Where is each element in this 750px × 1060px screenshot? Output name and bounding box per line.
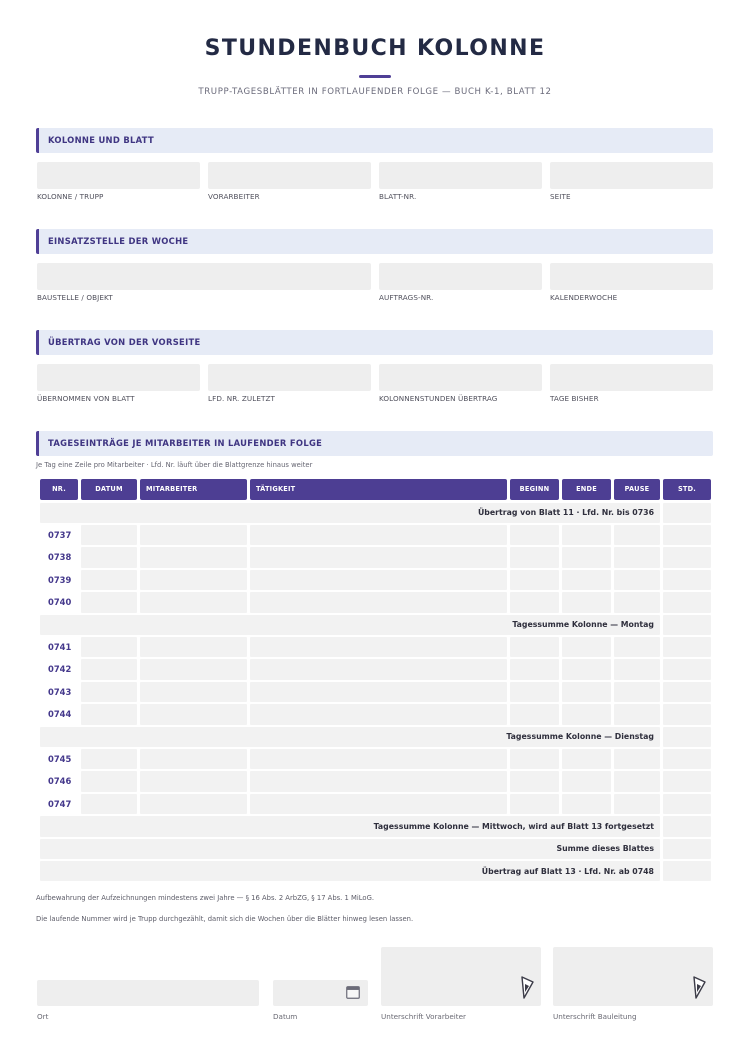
taetigkeit-cell[interactable] <box>250 659 507 680</box>
beginn-cell[interactable] <box>510 592 559 613</box>
taetigkeit-cell[interactable] <box>250 682 507 703</box>
beginn-cell[interactable] <box>510 704 559 725</box>
datum-cell[interactable] <box>81 592 137 613</box>
retention-note: Aufbewahrung der Aufzeichnungen mindestens zwei Jahre — § 16 Abs. 2 ArbZG, § 17 Abs. 1 MiLoG. <box>36 894 374 902</box>
beginn-cell[interactable] <box>510 659 559 680</box>
taetigkeit-cell[interactable] <box>250 794 507 815</box>
carry-in-row-std-cell[interactable] <box>663 503 711 524</box>
ende-cell[interactable] <box>562 547 611 568</box>
beginn-cell[interactable] <box>510 794 559 815</box>
beginn-cell[interactable] <box>510 570 559 591</box>
mitarbeiter-cell[interactable] <box>140 749 247 770</box>
section-title: KOLONNE UND BLATT <box>48 135 154 145</box>
mitarbeiter-cell[interactable] <box>140 771 247 792</box>
row-number: 0741 <box>48 641 72 652</box>
pen-nib-icon <box>520 976 535 1000</box>
uebernommen-label: ÜBERNOMMEN VON BLATT <box>37 394 135 403</box>
section-title: EINSATZSTELLE DER WOCHE <box>48 236 189 246</box>
row-number: 0742 <box>48 664 72 675</box>
lfd-nr-zuletzt-label: LFD. NR. ZULETZT <box>208 394 275 403</box>
column-header-std: STD. <box>663 479 711 500</box>
std-cell[interactable] <box>663 659 711 680</box>
datum-cell[interactable] <box>81 704 137 725</box>
carry-in-row-label: Übertrag von Blatt 11 · Lfd. Nr. bis 0736 <box>477 508 654 518</box>
datum-cell[interactable] <box>81 794 137 815</box>
day-summary-row-std-cell[interactable] <box>663 727 711 748</box>
row-number: 0738 <box>48 552 72 563</box>
day-summary-row-std-cell[interactable] <box>663 816 711 837</box>
carry-out-row <box>40 861 660 882</box>
std-cell[interactable] <box>663 547 711 568</box>
std-cell[interactable] <box>663 749 711 770</box>
taetigkeit-cell[interactable] <box>250 749 507 770</box>
kalenderwoche-field[interactable] <box>550 263 713 290</box>
carry-in-row <box>40 503 660 524</box>
carry-out-row-label: Übertrag auf Blatt 13 · Lfd. Nr. ab 0748 <box>481 866 654 876</box>
pause-cell[interactable] <box>614 637 660 658</box>
beginn-cell[interactable] <box>510 682 559 703</box>
section-header-uebertrag <box>36 330 713 355</box>
std-cell[interactable] <box>663 570 711 591</box>
taetigkeit-cell[interactable] <box>250 547 507 568</box>
vorarbeiter-field[interactable] <box>208 162 371 189</box>
page-title: STUNDENBUCH KOLONNE <box>204 36 546 61</box>
pause-cell[interactable] <box>614 525 660 546</box>
pause-cell[interactable] <box>614 547 660 568</box>
signature-vorarbeiter-label: Unterschrift Vorarbeiter <box>381 1012 466 1021</box>
std-cell[interactable] <box>663 704 711 725</box>
pen-nib-icon <box>692 976 707 1000</box>
lfd-nr-zuletzt-field[interactable] <box>208 364 371 391</box>
taetigkeit-cell[interactable] <box>250 771 507 792</box>
taetigkeit-cell[interactable] <box>250 570 507 591</box>
datum-cell[interactable] <box>81 525 137 546</box>
signature-bauleitung-label: Unterschrift Bauleitung <box>553 1012 637 1021</box>
mitarbeiter-cell[interactable] <box>140 659 247 680</box>
datum-cell[interactable] <box>81 570 137 591</box>
datum-cell[interactable] <box>81 637 137 658</box>
day-summary-row <box>40 816 660 837</box>
day-summary-row <box>40 615 660 636</box>
column-header-datum: DATUM <box>81 479 137 500</box>
ende-cell[interactable] <box>562 592 611 613</box>
pause-cell[interactable] <box>614 570 660 591</box>
column-header-nr: NR. <box>40 479 78 500</box>
section-title: ÜBERTRAG VON DER VORSEITE <box>48 337 201 347</box>
taetigkeit-cell[interactable] <box>250 592 507 613</box>
mitarbeiter-cell[interactable] <box>140 794 247 815</box>
std-cell[interactable] <box>663 771 711 792</box>
pause-cell[interactable] <box>614 592 660 613</box>
ort-label: Ort <box>37 1012 49 1021</box>
std-cell[interactable] <box>663 794 711 815</box>
datum-field[interactable] <box>273 980 368 1006</box>
auftrags-nr-field[interactable] <box>379 263 542 290</box>
ende-cell[interactable] <box>562 771 611 792</box>
ende-cell[interactable] <box>562 525 611 546</box>
ende-cell[interactable] <box>562 682 611 703</box>
column-header-pause: PAUSE <box>614 479 660 500</box>
taetigkeit-cell[interactable] <box>250 525 507 546</box>
row-number: 0739 <box>48 574 72 585</box>
pause-cell[interactable] <box>614 682 660 703</box>
mitarbeiter-cell[interactable] <box>140 704 247 725</box>
row-number: 0747 <box>48 798 72 809</box>
section-header-einsatz <box>36 229 713 254</box>
pause-cell[interactable] <box>614 659 660 680</box>
sheet-total-row-label: Summe dieses Blattes <box>556 844 654 854</box>
std-cell[interactable] <box>663 637 711 658</box>
day-summary-row <box>40 727 660 748</box>
pause-cell[interactable] <box>614 704 660 725</box>
pause-cell[interactable] <box>614 794 660 815</box>
day-summary-row-std-cell[interactable] <box>663 615 711 636</box>
mitarbeiter-cell[interactable] <box>140 547 247 568</box>
blatt-nr-label: BLATT-NR. <box>379 192 417 201</box>
datum-cell[interactable] <box>81 749 137 770</box>
column-header-mitarbeiter: MITARBEITER <box>140 479 247 500</box>
day-summary-row-label: Tagessumme Kolonne — Mittwoch, wird auf Blatt 13 fortgesetzt <box>373 821 654 831</box>
std-cell[interactable] <box>663 592 711 613</box>
mitarbeiter-cell[interactable] <box>140 570 247 591</box>
ende-cell[interactable] <box>562 659 611 680</box>
beginn-cell[interactable] <box>510 771 559 792</box>
ort-field[interactable] <box>37 980 259 1006</box>
ende-cell[interactable] <box>562 749 611 770</box>
section-header-eintraege <box>36 431 713 456</box>
std-cell[interactable] <box>663 525 711 546</box>
datum-label: Datum <box>273 1012 298 1021</box>
std-cell[interactable] <box>663 682 711 703</box>
datum-cell[interactable] <box>81 547 137 568</box>
section-title: TAGESEINTRÄGE JE MITARBEITER IN LAUFENDER FOLGE <box>48 438 323 448</box>
mitarbeiter-cell[interactable] <box>140 592 247 613</box>
column-header-ende: ENDE <box>562 479 611 500</box>
mitarbeiter-cell[interactable] <box>140 637 247 658</box>
baustelle-label: BAUSTELLE / OBJEKT <box>37 293 113 302</box>
tage-bisher-label: TAGE BISHER <box>550 394 599 403</box>
mitarbeiter-cell[interactable] <box>140 525 247 546</box>
row-number: 0745 <box>48 753 72 764</box>
kolonne-trupp-field[interactable] <box>37 162 200 189</box>
sheet-total-row <box>40 839 660 860</box>
kalenderwoche-label: KALENDERWOCHE <box>550 293 618 302</box>
pause-cell[interactable] <box>614 749 660 770</box>
row-number: 0743 <box>48 686 72 697</box>
table-hint: Je Tag eine Zeile pro Mitarbeiter · Lfd. Nr. läuft über die Blattgrenze hinaus weiter <box>36 461 313 469</box>
beginn-cell[interactable] <box>510 749 559 770</box>
pause-cell[interactable] <box>614 771 660 792</box>
column-header-taetigkeit: TÄTIGKEIT <box>250 479 507 500</box>
column-header-beginn: BEGINN <box>510 479 559 500</box>
kolonne-trupp-label: KOLONNE / TRUPP <box>37 192 104 201</box>
kolonnenstunden-label: KOLONNENSTUNDEN ÜBERTRAG <box>379 394 498 403</box>
page-subtitle: TRUPP-TAGESBLÄTTER IN FORTLAUFENDER FOLGE — BUCH K-1, BLATT 12 <box>198 87 552 97</box>
vorarbeiter-label: VORARBEITER <box>208 192 260 201</box>
row-number: 0746 <box>48 776 72 787</box>
taetigkeit-cell[interactable] <box>250 704 507 725</box>
day-summary-row-label: Tagessumme Kolonne — Dienstag <box>506 732 654 742</box>
beginn-cell[interactable] <box>510 525 559 546</box>
tage-bisher-field[interactable] <box>550 364 713 391</box>
datum-cell[interactable] <box>81 659 137 680</box>
seite-field[interactable] <box>550 162 713 189</box>
signature-bauleitung-field[interactable] <box>553 947 713 1006</box>
row-number: 0744 <box>48 709 72 720</box>
baustelle-field[interactable] <box>37 263 371 290</box>
kolonnenstunden-field[interactable] <box>379 364 542 391</box>
datum-cell[interactable] <box>81 771 137 792</box>
ende-cell[interactable] <box>562 704 611 725</box>
ende-cell[interactable] <box>562 794 611 815</box>
uebernommen-field[interactable] <box>37 364 200 391</box>
row-number: 0737 <box>48 529 72 540</box>
mitarbeiter-cell[interactable] <box>140 682 247 703</box>
beginn-cell[interactable] <box>510 547 559 568</box>
ende-cell[interactable] <box>562 570 611 591</box>
section-header-kolonne <box>36 128 713 153</box>
datum-cell[interactable] <box>81 682 137 703</box>
blatt-nr-field[interactable] <box>379 162 542 189</box>
sheet-total-row-std-cell[interactable] <box>663 839 711 860</box>
seite-label: SEITE <box>550 192 571 201</box>
calendar-icon[interactable] <box>346 986 360 999</box>
title-underline <box>359 75 391 78</box>
numbering-note: Die laufende Nummer wird je Trupp durchgezählt, damit sich die Wochen über die Blätter hinweg lesen lassen. <box>36 915 414 923</box>
day-summary-row-label: Tagessumme Kolonne — Montag <box>512 620 654 630</box>
carry-out-row-std-cell[interactable] <box>663 861 711 882</box>
beginn-cell[interactable] <box>510 637 559 658</box>
ende-cell[interactable] <box>562 637 611 658</box>
taetigkeit-cell[interactable] <box>250 637 507 658</box>
row-number: 0740 <box>48 597 72 608</box>
signature-vorarbeiter-field[interactable] <box>381 947 541 1006</box>
auftrags-nr-label: AUFTRAGS-NR. <box>379 293 434 302</box>
